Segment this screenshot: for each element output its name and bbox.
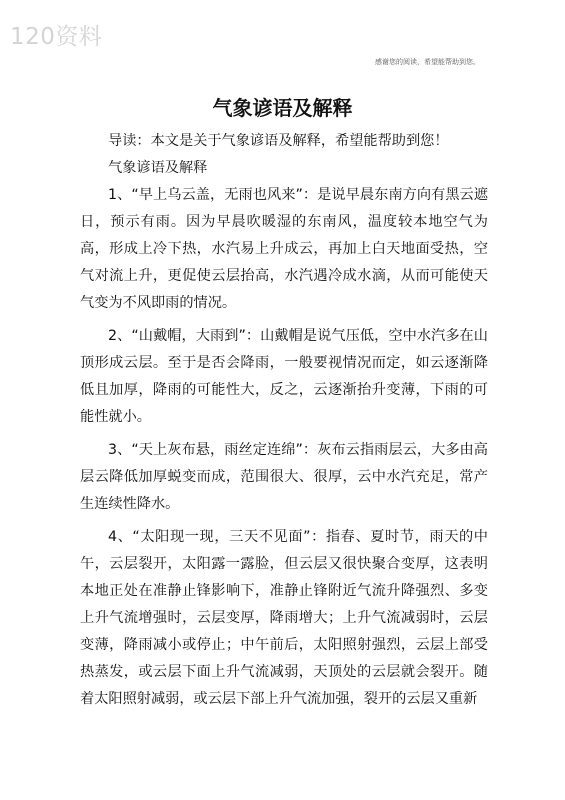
document-title: 气象谚语及解释	[212, 96, 353, 120]
intro-paragraph: 导读：本文是关于气象谚语及解释，希望能帮助到您！	[108, 133, 449, 149]
proverb-paragraph-3: 3、“天上灰布悬，雨丝定连绵”：灰布云指雨层云，大多由高层云降低加厚蜕变而成，范围很大、很厚，云中水汽充足，常产生连续性降水。	[80, 442, 488, 512]
document-body	[80, 128, 488, 713]
proverb-paragraph-1: 1、“早上乌云盖，无雨也风来”：是说早晨东南方向有黑云遮日，预示有雨。因为早晨吹暖湿的东南风，温度较本地空气为高，形成上冷下热，水汽易上升成云，再加上白天地面受热，空气对流上升，更促使云层抬高，水汽遇冷成水滴，从而可能使天气变为不风即雨的情况。	[80, 187, 488, 311]
header-note: 感谢您的阅读，希望能帮助到您。	[375, 58, 480, 66]
proverb-paragraph-2: 2、“山戴帽，大雨到”：山戴帽是说气压低，空中水汽多在山顶形成云层。至于是否会降雨，一般要视情况而定，如云逐渐降低且加厚，降雨的可能性大，反之，云逐渐抬升变薄，下雨的可能性就小。	[80, 328, 488, 425]
proverb-paragraph-4: 4、“太阳现一现，三天不见面”：指春、夏时节，雨天的中午，云层裂开，太阳露一露脸，但云层又很快聚合变厚，这表明本地正处在准静止锋影响下，准静止锋附近气流升降强烈、多变上升气流增强时，云层变厚，降雨增大；上升气流减弱时，云层变薄，降雨减小或停止；中午前后，太阳照射强烈，云层上部受热蒸发，或云层下面上升气流减弱，天顶处的云层就会裂开。随着太阳照射减弱，或云层下部上升气流加强，裂开的云层又重新	[80, 529, 488, 707]
watermark-logo: 120资料	[10, 24, 103, 50]
section-heading: 气象谚语及解释	[108, 160, 208, 176]
